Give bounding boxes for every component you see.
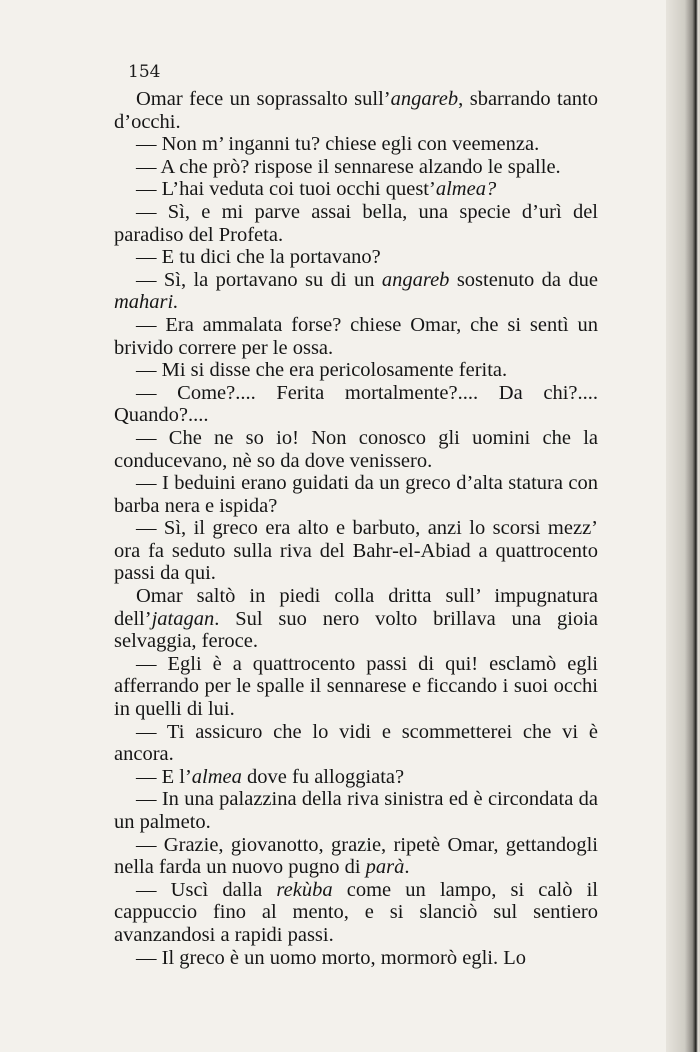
text-run: sostenuto da due — [449, 268, 598, 291]
italic-term: almea — [191, 765, 242, 788]
paragraph — [114, 156, 598, 179]
paragraph — [114, 88, 598, 133]
text-run: dove fu alloggiata? — [241, 765, 405, 788]
paragraph — [114, 472, 598, 517]
text-run: — Uscì dalla — [136, 878, 277, 901]
paragraph — [114, 585, 598, 653]
text-run: — Egli è a quattrocento passi di qui! esclamò egli afferrando per le spalle il sennarese e ficcando i suoi occhi in quelli di lui. — [114, 652, 598, 721]
paragraph — [114, 382, 598, 427]
italic-term: parà — [365, 856, 405, 879]
italic-term: mahari. — [114, 291, 179, 314]
text-run: — In una palazzina della riva sinistra ed è circondata da un palmeto. — [114, 788, 598, 833]
italic-term: almea? — [435, 178, 497, 201]
text-run: — Non m’ inganni tu? chiese egli con veemenza. — [136, 133, 540, 156]
text-run: . — [404, 856, 410, 879]
italic-term: angareb — [390, 88, 459, 110]
italic-term: angareb — [381, 268, 450, 291]
paragraph — [114, 879, 598, 947]
paragraph — [114, 201, 598, 246]
paragraph — [114, 359, 598, 382]
text-run: , sbarrando tanto d’occhi. — [114, 88, 598, 133]
italic-term: rekùba — [276, 878, 333, 901]
paragraph — [114, 947, 598, 970]
paragraph — [114, 269, 598, 314]
paragraph — [114, 314, 598, 359]
page-number: 154 — [128, 62, 161, 82]
paragraph — [114, 246, 598, 269]
text-run: — E l’ — [136, 765, 192, 788]
text-run: come un lampo, si calò il cappuccio fino al mento, e si slanciò sul sentiero avanzandosi a rapidi passi. — [114, 878, 599, 946]
text-run: — A che prò? rispose il sennarese alzando le spalle. — [136, 155, 561, 178]
text-run: — Che ne so io! Non conosco gli uomini che la conducevano, nè so da dove venissero. — [114, 426, 598, 472]
binding-gutter — [666, 0, 700, 1052]
text-run: Omar saltò in piedi colla dritta sull’ impugnatura dell’ — [114, 585, 598, 630]
text-run: — Il greco è un uomo morto, mormorò egli. Lo — [136, 946, 526, 969]
text-run: — Come?.... Ferita mortalmente?.... Da chi?.... Quando?.... — [114, 381, 598, 427]
paragraph — [114, 788, 598, 833]
text-run: — Sì, e mi parve assai bella, una specie d’urì del paradiso del Profeta. — [114, 200, 598, 246]
body-text — [114, 88, 598, 969]
paragraph — [114, 834, 598, 879]
paragraph — [114, 133, 598, 156]
text-run: — Sì, il greco era alto e barbuto, anzi lo scorsi mezz’ ora fa seduto sulla riva del Bahr-el-Abiad a quattrocento passi da qui. — [114, 517, 598, 585]
text-run: — Era ammalata forse? chiese Omar, che si sentì un brivido correre per le ossa. — [114, 313, 598, 359]
text-run: — E tu dici che la portavano? — [136, 246, 381, 269]
paragraph — [114, 178, 598, 201]
text-run: — Sì, la portavano su di un — [136, 268, 382, 291]
paragraph — [114, 427, 598, 472]
text-run: — L’hai veduta coi tuoi occhi quest’ — [136, 178, 436, 201]
text-run: . Sul suo nero volto brillava una gioia selvaggia, feroce. — [114, 607, 598, 653]
italic-term: jatagan — [151, 607, 215, 630]
text-run: — I beduini erano guidati da un greco d’alta statura con barba nera e ispida? — [114, 472, 598, 517]
text-run: — Grazie, giovanotto, grazie, ripetè Omar, gettandogli nella farda un nuovo pugno di — [114, 833, 598, 879]
text-run: Omar fece un soprassalto sull’ — [136, 88, 391, 110]
paragraph — [114, 517, 598, 585]
text-run: — Mi si disse che era pericolosamente ferita. — [136, 359, 508, 382]
paragraph — [114, 721, 598, 766]
paragraph — [114, 766, 598, 789]
paragraph — [114, 653, 598, 721]
text-run: — Ti assicuro che lo vidi e scommetterei che vi è ancora. — [114, 720, 598, 766]
